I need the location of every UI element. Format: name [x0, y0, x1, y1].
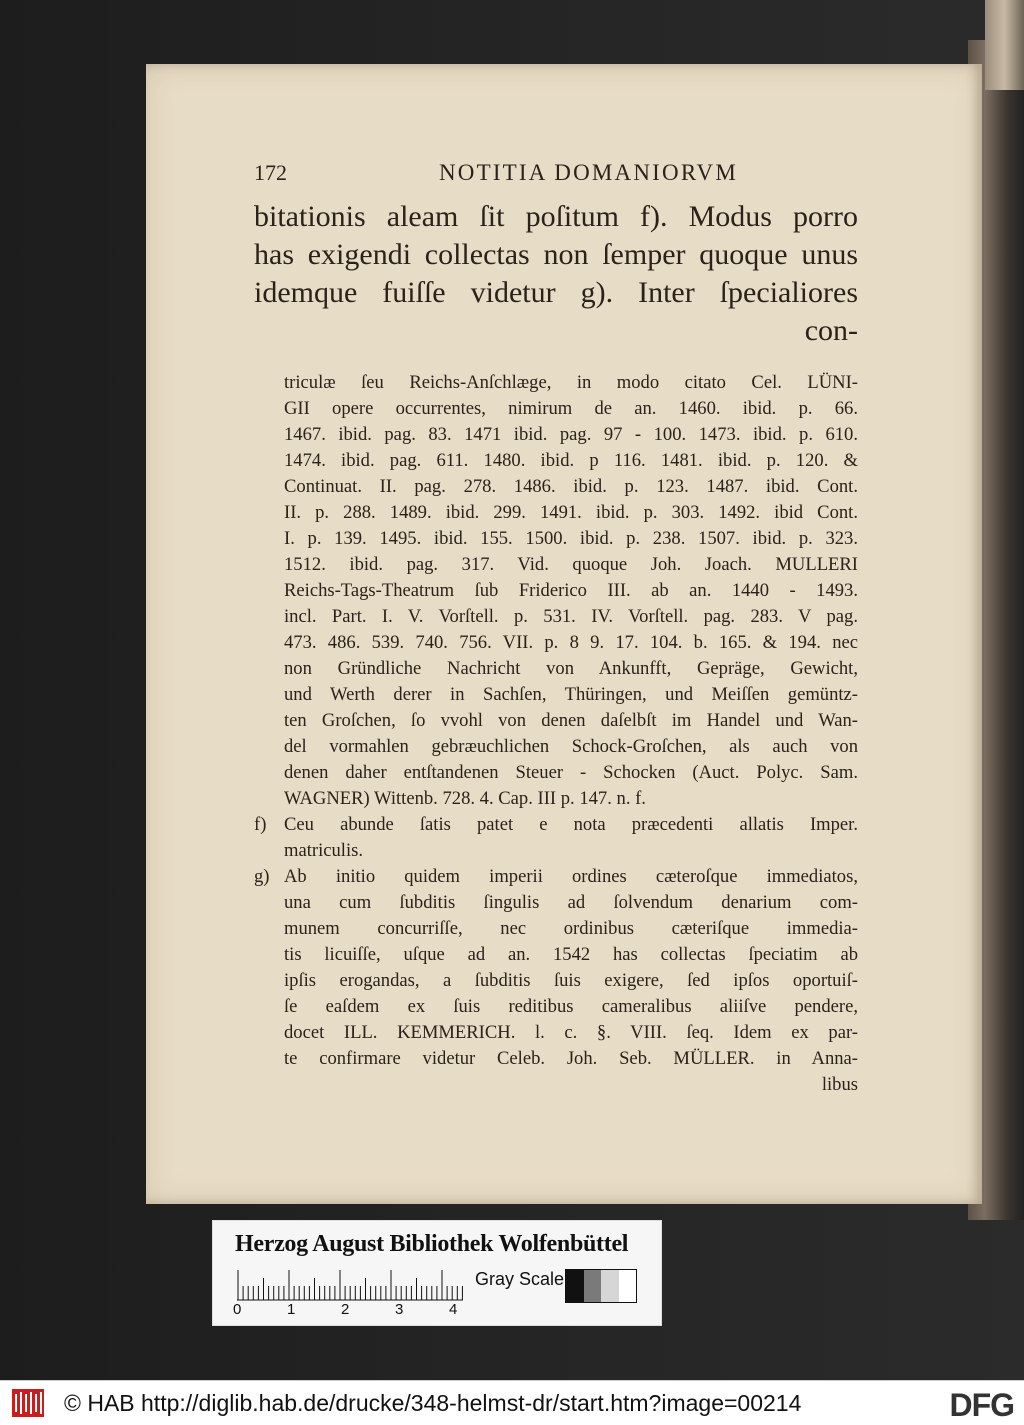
- footnote-line: una cum ſubditis ſingulis ad ſolvendum denarium com-: [284, 892, 858, 913]
- note-line: 1512. ibid. pag. 317. Vid. quoque Joh. Joach. MULLERI: [284, 554, 858, 575]
- note-line: und Werth derer in Sachſen, Thüringen, und Meiſſen gemüntz-: [284, 684, 858, 705]
- main-line: has exigendi collectas non ſemper quoque unus: [254, 238, 858, 271]
- ruler-number: 2: [341, 1301, 350, 1318]
- footnote-line: Ab initio quidem imperii ordines cæteroſque immediatos,: [284, 866, 858, 887]
- dfg-logo: DFG: [949, 1387, 1014, 1423]
- footnote-line: Ceu abunde ſatis patet e nota præcedenti allatis Imper.: [284, 814, 858, 835]
- hab-logo-icon: [12, 1389, 44, 1417]
- note-line: 1467. ibid. pag. 83. 1471 ibid. pag. 97 - 100. 1473. ibid. p. 610.: [284, 424, 858, 445]
- footnote-marker: g): [254, 866, 270, 887]
- footer-link[interactable]: © HAB http://diglib.hab.de/drucke/348-helmst-dr/start.htm?image=00214: [64, 1389, 802, 1416]
- main-line: bitationis aleam ſit poſitum f). Modus porro: [254, 200, 858, 233]
- note-line: 473. 486. 539. 740. 756. VII. p. 8 9. 17. 104. b. 165. & 194. nec: [284, 632, 858, 653]
- page-number: 172: [254, 160, 287, 185]
- ruler-number: 3: [395, 1301, 404, 1318]
- footnote-line: tis licuiſſe, uſque ad an. 1542 has collectas ſpeciatim ab: [284, 944, 858, 965]
- note-line: triculæ ſeu Reichs-Anſchlæge, in modo citato Cel. LÜNI-: [284, 372, 858, 393]
- label-title: Herzog August Bibliothek Wolfenbüttel: [235, 1231, 629, 1257]
- ruler-number: 4: [449, 1301, 458, 1318]
- page-header: [254, 160, 858, 194]
- note-line: non Gründliche Nachricht von Ankunfft, Gepräge, Gewicht,: [284, 658, 858, 679]
- page-content: [254, 160, 858, 1098]
- main-line: con-: [804, 314, 858, 347]
- note-line: incl. Part. I. V. Vorſtell. p. 531. IV. Vorſtell. pag. 283. V pag.: [284, 606, 858, 627]
- running-title: NOTITIA DOMANIORVM: [438, 160, 738, 185]
- ruler-number: 0: [233, 1301, 242, 1318]
- footnote-line: docet ILL. KEMMERICH. l. c. §. VIII. ſeq. Idem ex par-: [284, 1022, 858, 1043]
- footnote-f: [254, 812, 858, 864]
- note-line: WAGNER) Wittenb. 728. 4. Cap. III p. 147. n. f.: [284, 788, 646, 809]
- book-page: [146, 64, 982, 1204]
- footnote-line: ipſis erogandas, a ſubditis ſuis exigere, ſed ipſos oportuiſ-: [284, 970, 858, 991]
- gray-swatch: [619, 1270, 637, 1302]
- note-line: Continuat. II. pag. 278. 1486. ibid. p. 123. 1487. ibid. Cont.: [284, 476, 858, 497]
- footer-bar: [0, 1380, 1024, 1425]
- note-line: del vormahlen gebræuchlichen Schock-Groſchen, als auch von: [284, 736, 858, 757]
- footnote-g: [254, 864, 858, 1098]
- ruler-number: 1: [287, 1301, 296, 1318]
- footnote-line: matriculis.: [284, 840, 364, 861]
- footnote-line: munem concurriſſe, nec ordinibus cæteriſque immedia-: [284, 918, 858, 939]
- note-line: II. p. 288. 1489. ibid. 299. 1491. ibid. p. 303. 1492. ibid Cont.: [284, 502, 858, 523]
- gray-scale-label: Gray Scale: [475, 1269, 565, 1289]
- footnote-line: ſe eaſdem ex ſuis reditibus cameralibus aliiſve pendere,: [284, 996, 858, 1017]
- note-line: ten Groſchen, ſo vvohl von denen daſelbſt im Handel und Wan-: [284, 710, 858, 731]
- note-line: Reichs-Tags-Theatrum ſub Friderico III. ab an. 1440 - 1493.: [284, 580, 858, 601]
- main-line: idemque fuiſſe videtur g). Inter ſpecialiores: [254, 276, 858, 309]
- main-text: [254, 198, 858, 350]
- gray-swatch: [584, 1270, 602, 1302]
- gray-swatch: [601, 1270, 619, 1302]
- note-line: GII opere occurrentes, nimirum de an. 1460. ibid. p. 66.: [284, 398, 858, 419]
- footnote-marker: f): [254, 814, 267, 835]
- book-edge-top: [985, 0, 1024, 90]
- note-line: 1474. ibid. pag. 611. 1480. ibid. p 116. 1481. ibid. p. 120. &: [284, 450, 858, 471]
- gray-scale-bar: [565, 1269, 637, 1303]
- footnote-line: te confirmare videtur Celeb. Joh. Seb. MÜLLER. in Anna-: [284, 1048, 858, 1069]
- library-scale-label: [212, 1220, 662, 1326]
- note-line: denen daher entſtandenen Steuer - Schocken (Auct. Polyc. Sam.: [284, 762, 858, 783]
- note-line: I. p. 139. 1495. ibid. 155. 1500. ibid. p. 238. 1507. ibid. p. 323.: [284, 528, 858, 549]
- footnotes: [254, 370, 858, 1098]
- gray-swatch: [566, 1270, 584, 1302]
- footnote-line: libus: [821, 1074, 858, 1095]
- ruler: [237, 1269, 463, 1301]
